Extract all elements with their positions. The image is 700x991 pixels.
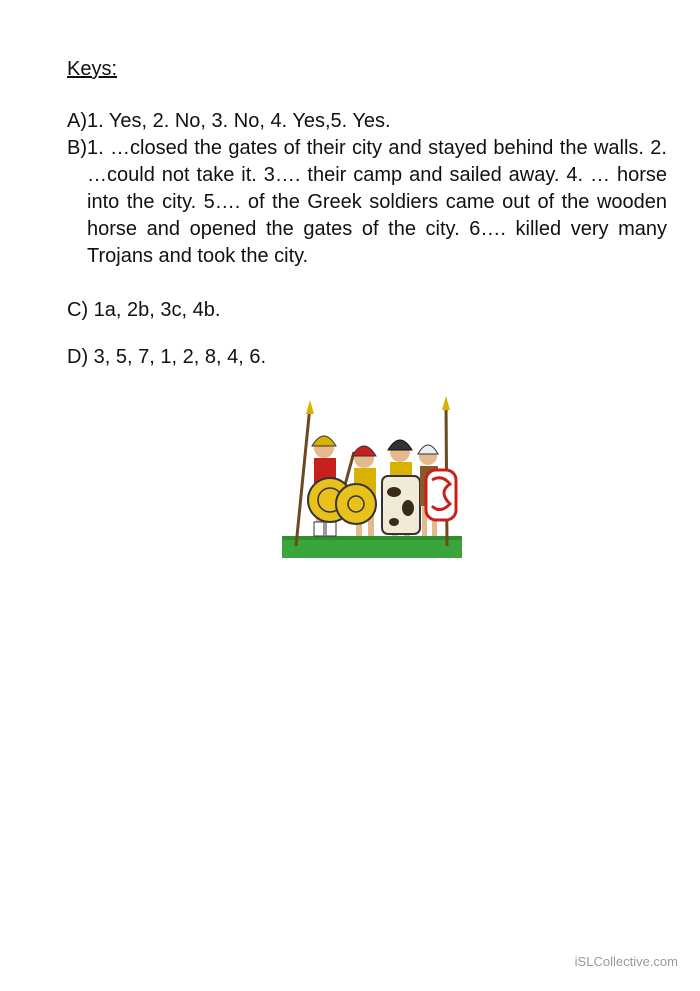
answer-b-label: B) — [67, 137, 87, 159]
answer-d: D) 3, 5, 7, 1, 2, 8, 4, 6. — [67, 346, 266, 368]
watermark: iSLCollective.com — [574, 954, 678, 969]
spear-left — [296, 406, 310, 546]
keys-heading: Keys: — [67, 58, 118, 80]
greek-soldiers-illustration — [282, 396, 462, 558]
hide-shield — [382, 476, 420, 534]
answer-key-list — [67, 108, 667, 371]
answer-b — [67, 135, 667, 270]
answer-c: C) 1a, 2b, 3c, 4b. — [67, 299, 221, 321]
answer-a: A)1. Yes, 2. No, 3. No, 4. Yes,5. Yes. — [67, 110, 391, 132]
shield-2 — [336, 484, 376, 524]
answer-b-text: 1. …closed the gates of their city and stayed behind the walls. 2. …could not take it. 3…. their camp and sailed away. 4. … horse into the city. 5…. of the Greek soldiers came out of the wooden horse and opened the gates of the city. 6…. killed very many Trojans and took the city. — [87, 137, 667, 267]
